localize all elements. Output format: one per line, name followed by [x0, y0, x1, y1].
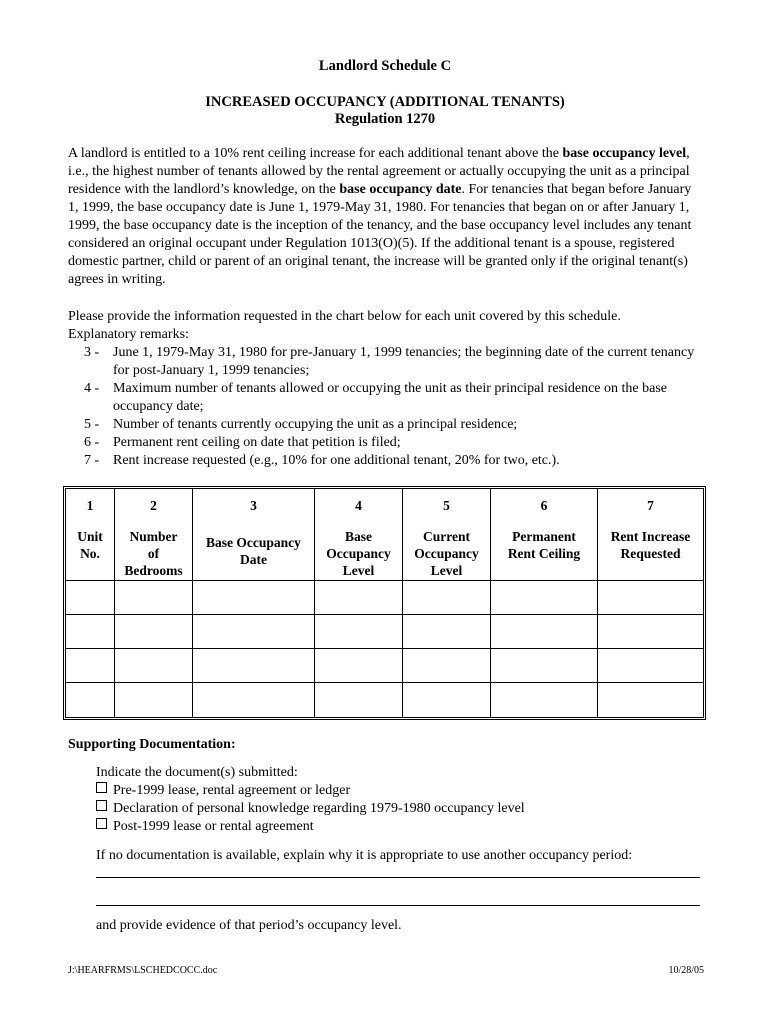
table-row: [66, 581, 703, 615]
permanent-rent-ceiling-cell[interactable]: [491, 581, 598, 615]
remarks-list: [68, 344, 708, 470]
remark-item: [68, 416, 708, 434]
remark-text: June 1, 1979-May 31, 1980 for pre-January 1, 1999 tenancies; the beginning date of the current tenancy for post-January 1, 1999 tenancies;: [113, 345, 695, 378]
column-label-line: Occupancy: [326, 546, 391, 561]
remark-text: Permanent rent ceiling on date that petition is filed;: [113, 435, 401, 450]
column-header-unit-no: [66, 489, 115, 581]
remark-number: 4 -: [84, 381, 100, 396]
page-title: Landlord Schedule C: [318, 58, 452, 74]
current-occupancy-level-cell[interactable]: [403, 581, 491, 615]
document-option-post-1999-lease[interactable]: [96, 818, 314, 836]
remark-item: [68, 344, 708, 380]
column-header-bedrooms: [115, 489, 193, 581]
column-label-line: Bedrooms: [124, 563, 183, 578]
column-label-line: of: [147, 546, 160, 561]
footer-file-path: J:\HEARFRMS\LSCHEDCOCC.doc: [68, 965, 218, 976]
document-option-label: Post-1999 lease or rental agreement: [113, 819, 314, 834]
column-label-line: Rent Ceiling: [507, 546, 581, 561]
column-number: 1: [86, 498, 94, 513]
current-occupancy-level-cell[interactable]: [403, 649, 491, 683]
column-number: 7: [647, 498, 654, 513]
remark-item: [68, 434, 708, 452]
documents-intro: Indicate the document(s) submitted:: [96, 765, 298, 780]
remark-number: 6 -: [84, 435, 100, 450]
rent-increase-requested-cell[interactable]: [598, 581, 703, 615]
document-option-label: Declaration of personal knowledge regarding 1979-1980 occupancy level: [113, 801, 525, 816]
bedrooms-cell[interactable]: [115, 615, 193, 649]
remark-text: Number of tenants currently occupying the unit as a principal residence;: [113, 417, 518, 432]
unit-no-cell[interactable]: [66, 649, 115, 683]
remark-text: Maximum number of tenants allowed or occupying the unit as their principal residence on the base occupancy date;: [113, 381, 668, 414]
table-header-row: [66, 489, 703, 581]
column-label-line: Current: [423, 529, 470, 544]
bedrooms-cell[interactable]: [115, 581, 193, 615]
document-option-declaration[interactable]: [96, 800, 525, 818]
page-subtitle: INCREASED OCCUPANCY (ADDITIONAL TENANTS): [205, 94, 565, 110]
remark-text: Rent increase requested (e.g., 10% for one additional tenant, 20% for two, etc.).: [113, 453, 560, 468]
column-label: [403, 528, 490, 579]
column-number: 5: [443, 498, 450, 513]
column-header-rent-increase-requested: [598, 489, 703, 581]
base-occupancy-level-cell[interactable]: [315, 615, 403, 649]
column-number: 4: [355, 498, 362, 513]
base-occupancy-level-cell[interactable]: [315, 649, 403, 683]
column-label: [193, 534, 314, 568]
remark-number: 5 -: [84, 417, 100, 432]
column-label-line: Level: [430, 563, 463, 578]
explanation-line[interactable]: [96, 877, 700, 878]
base-occupancy-date-cell[interactable]: [193, 615, 315, 649]
column-label-line: Requested: [620, 546, 681, 561]
intro-text-2: , i.e., the highest number of tenants allowed by the rental agreement or actually occupying the unit as a principal residence with the landlord’s knowledge, on the: [68, 146, 690, 197]
column-label: [598, 528, 703, 562]
bedrooms-cell[interactable]: [115, 649, 193, 683]
column-label-line: Date: [240, 552, 267, 567]
column-label: [115, 528, 192, 579]
explanatory-remarks-title: Explanatory remarks:: [68, 327, 189, 342]
page-subtitle-block: [0, 94, 770, 128]
permanent-rent-ceiling-cell[interactable]: [491, 615, 598, 649]
column-label: [491, 528, 597, 562]
rent-increase-requested-cell[interactable]: [598, 649, 703, 683]
instructions-paragraph: [68, 308, 704, 344]
base-occupancy-date-cell[interactable]: [193, 649, 315, 683]
column-label-line: No.: [80, 546, 100, 561]
current-occupancy-level-cell[interactable]: [403, 615, 491, 649]
table-row: [66, 615, 703, 649]
permanent-rent-ceiling-cell[interactable]: [491, 683, 598, 717]
evidence-prompt: and provide evidence of that period’s occupancy level.: [96, 918, 402, 933]
rent-increase-requested-cell[interactable]: [598, 615, 703, 649]
column-label-line: Base Occupancy: [206, 535, 301, 550]
intro-term-base-occupancy-date: base occupancy date: [339, 182, 462, 197]
column-header-permanent-rent-ceiling: [491, 489, 598, 581]
instructions-text: Please provide the information requested in the chart below for each unit covered by this schedule.: [68, 309, 621, 324]
table-row: [66, 649, 703, 683]
base-occupancy-level-cell[interactable]: [315, 683, 403, 717]
intro-term-base-occupancy-level: base occupancy level: [562, 146, 687, 161]
unit-no-cell[interactable]: [66, 683, 115, 717]
regulation-label: Regulation 1270: [334, 111, 436, 127]
checkbox-icon[interactable]: [96, 800, 107, 811]
column-number: 6: [540, 498, 548, 513]
base-occupancy-date-cell[interactable]: [193, 683, 315, 717]
footer-date: 10/28/05: [668, 965, 704, 976]
rent-increase-requested-cell[interactable]: [598, 683, 703, 717]
checkbox-icon[interactable]: [96, 818, 107, 829]
remark-number: 7 -: [84, 453, 100, 468]
intro-text-3: . For tenancies that began before January 1, 1999, the base occupancy date is June 1, 1979-May 31, 1980. For tenancies that began on or after January 1, 1999, the base occupancy date is the inception of the tenancy, and the base occupancy level includes any tenant considered an original occupant under Regulation 1013(O)(5). If the additional tenant is a spouse, registered domestic partner, child or parent of an original tenant, the increase will be granted only if the original tenant(s) agrees in writing.: [68, 182, 692, 287]
bedrooms-cell[interactable]: [115, 683, 193, 717]
column-header-current-occupancy-level: [403, 489, 491, 581]
remark-item: [68, 452, 708, 470]
column-label: [66, 528, 114, 562]
base-occupancy-date-cell[interactable]: [193, 581, 315, 615]
column-label-line: Unit: [77, 529, 103, 544]
base-occupancy-level-cell[interactable]: [315, 581, 403, 615]
unit-no-cell[interactable]: [66, 581, 115, 615]
checkbox-icon[interactable]: [96, 782, 107, 793]
column-label-line: Rent Increase: [610, 529, 691, 544]
explanation-prompt: If no documentation is available, explain why it is appropriate to use another occupancy period:: [96, 848, 633, 863]
intro-paragraph: [68, 145, 704, 289]
supporting-documentation-title: Supporting Documentation:: [68, 737, 236, 752]
column-label-line: Base: [345, 529, 372, 544]
column-header-base-occupancy-date: [193, 489, 315, 581]
permanent-rent-ceiling-cell[interactable]: [491, 649, 598, 683]
column-number: 3: [250, 498, 257, 513]
remark-item: [68, 380, 708, 416]
column-label-line: Number: [129, 529, 178, 544]
column-label-line: Permanent: [512, 529, 576, 544]
document-option-pre-1999-lease[interactable]: [96, 782, 350, 800]
column-label: [315, 528, 402, 579]
column-label-line: Level: [342, 563, 375, 578]
column-label-line: Occupancy: [414, 546, 479, 561]
unit-no-cell[interactable]: [66, 615, 115, 649]
document-option-label: Pre-1999 lease, rental agreement or ledger: [113, 783, 351, 798]
unit-occupancy-table: [63, 486, 706, 720]
column-number: 2: [150, 498, 157, 513]
intro-text-1: A landlord is entitled to a 10% rent ceiling increase for each additional tenant above the: [68, 146, 563, 161]
current-occupancy-level-cell[interactable]: [403, 683, 491, 717]
explanation-line[interactable]: [96, 905, 700, 906]
column-header-base-occupancy-level: [315, 489, 403, 581]
remark-number: 3 -: [84, 345, 100, 360]
table-row: [66, 683, 703, 717]
